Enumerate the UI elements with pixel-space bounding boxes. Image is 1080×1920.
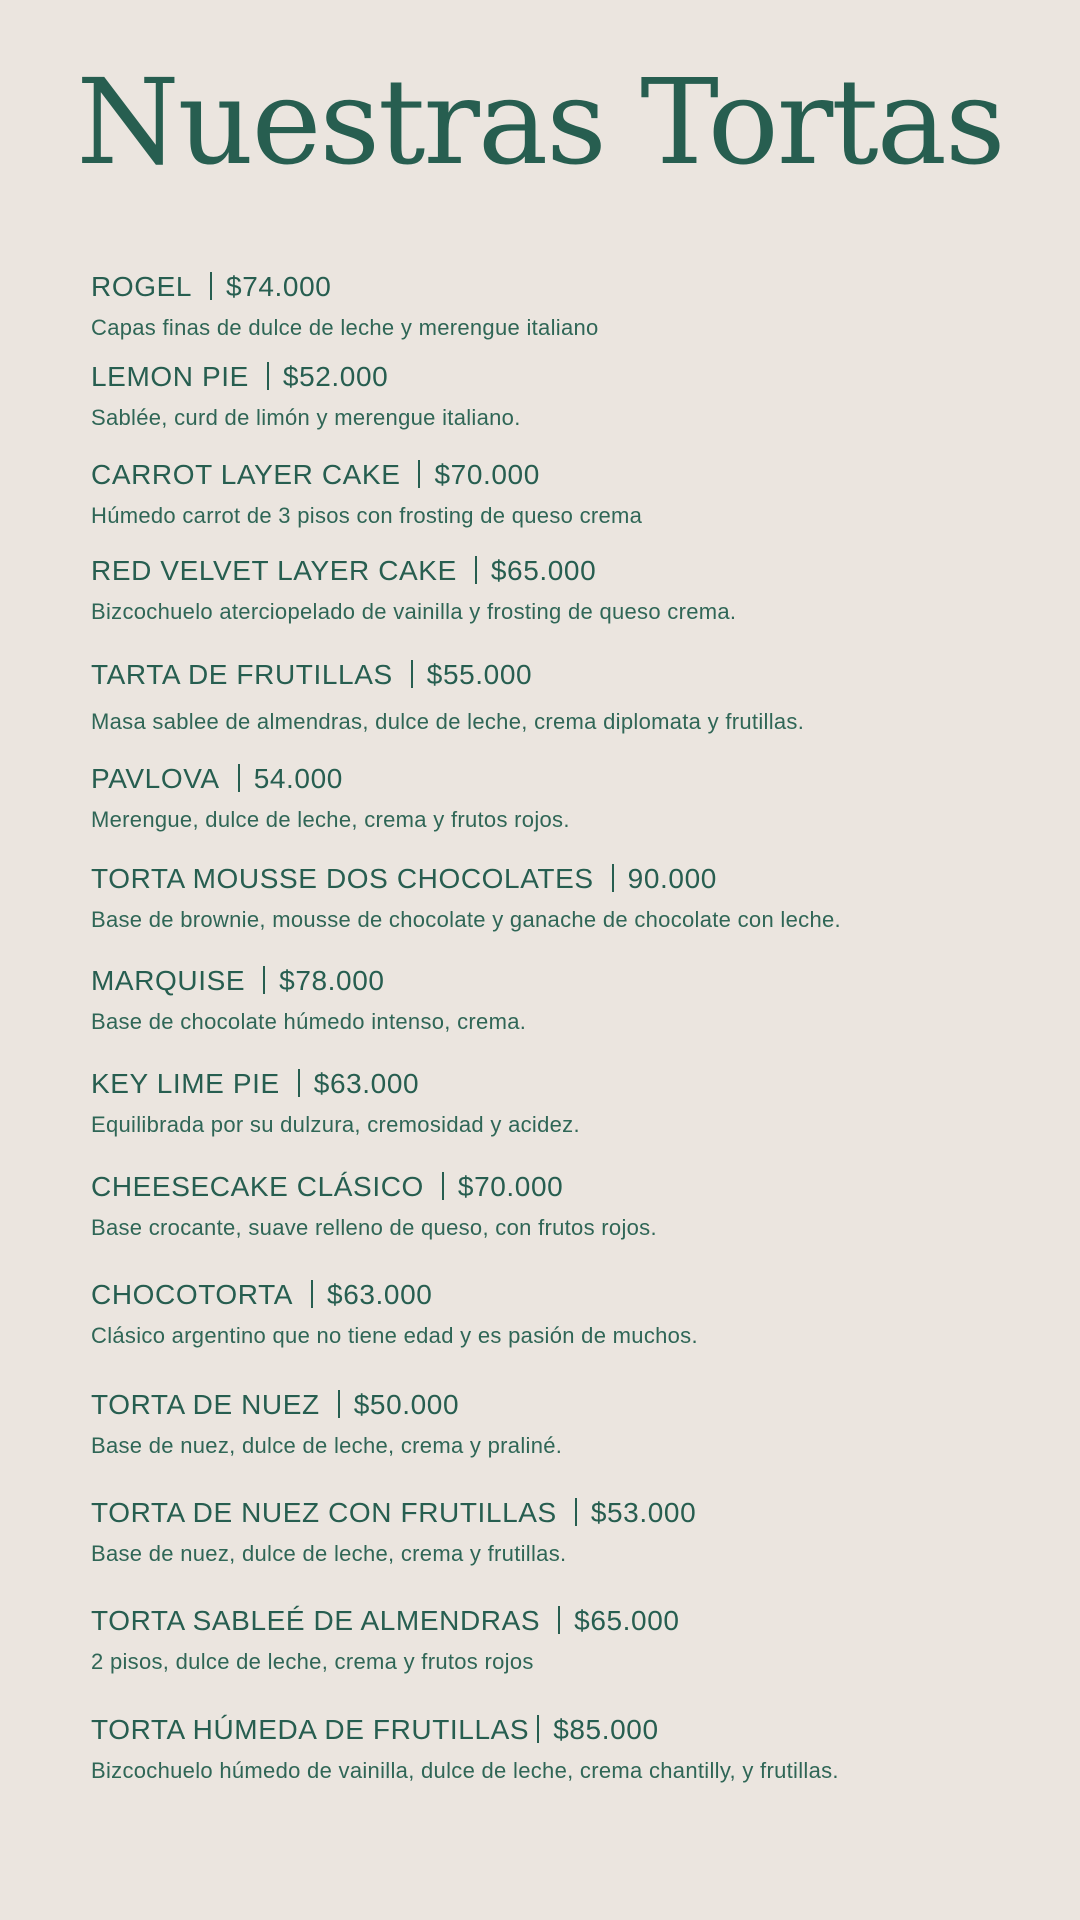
menu-item-carrot-layer-cake [91,458,1051,530]
menu-item-description: Base de chocolate húmedo intenso, crema. [91,1009,527,1034]
menu-item-description: Bizcochuelo aterciopelado de vainilla y frosting de queso crema. [91,599,737,624]
menu-item-name: KEY LIME PIE [91,1068,280,1099]
menu-item-header [91,1067,1051,1101]
menu-item-description: Base de nuez, dulce de leche, crema y praliné. [91,1433,563,1458]
menu-item-header [91,1604,1051,1638]
menu-item-description: 2 pisos, dulce de leche, crema y frutos rojos [91,1649,534,1674]
menu-item-description: Equilibrada por su dulzura, cremosidad y acidez. [91,1112,580,1137]
separator [442,1172,444,1200]
menu-item-description: Húmedo carrot de 3 pisos con frosting de queso crema [91,503,643,528]
menu-item-price: $70.000 [457,1171,564,1202]
menu-item-header [91,1496,1051,1530]
separator [537,1715,539,1743]
menu-item-header [91,658,1051,692]
menu-item-torta-sablee [91,1604,1051,1676]
menu-item-description: Base de nuez, dulce de leche, crema y frutillas. [91,1541,567,1566]
separator [575,1498,577,1526]
menu-item-name: MARQUISE [91,965,246,996]
menu-item-description: Masa sablee de almendras, dulce de leche, crema diplomata y frutillas. [91,709,805,734]
separator [210,272,212,300]
menu-item-name: TORTA DE NUEZ CON FRUTILLAS [91,1497,557,1528]
menu-item-key-lime-pie [91,1067,1051,1139]
menu-item-name: RED VELVET LAYER CAKE [91,555,457,586]
menu-item-header [91,862,1051,896]
menu-item-description: Sablée, curd de limón y merengue italiano. [91,405,521,430]
separator [298,1069,300,1097]
menu-item-marquise [91,964,1051,1036]
menu-item-lemon-pie [91,360,1051,432]
menu-item-name: TARTA DE FRUTILLAS [91,659,393,690]
menu-item-price: $50.000 [353,1389,460,1420]
menu-item-price: $55.000 [426,659,533,690]
menu-item-price: 54.000 [253,763,343,794]
menu-item-name: ROGEL [91,271,193,302]
menu-item-price: $63.000 [313,1068,420,1099]
menu-item-tarta-de-frutillas [91,658,1051,736]
separator [338,1390,340,1418]
menu-item-name: CHEESECAKE CLÁSICO [91,1171,424,1202]
menu-item-torta-humeda [91,1713,1051,1785]
menu-item-name: TORTA SABLEÉ DE ALMENDRAS [91,1605,541,1636]
menu-item-price: 90.000 [627,863,717,894]
menu-item-price: $65.000 [490,555,597,586]
menu-item-header [91,1278,1051,1312]
separator [612,864,614,892]
menu-item-name: TORTA DE NUEZ [91,1389,320,1420]
separator [311,1280,313,1308]
menu-item-name: TORTA HÚMEDA DE FRUTILLAS [91,1714,530,1745]
menu-item-header [91,360,1051,394]
menu-item-pavlova [91,762,1051,834]
menu-item-description: Capas finas de dulce de leche y merengue italiano [91,315,599,340]
menu-item-red-velvet [91,554,1051,626]
separator [238,764,240,792]
menu-item-header [91,1388,1051,1422]
separator [411,660,413,688]
menu-item-header [91,458,1051,492]
separator [475,556,477,584]
separator [263,966,265,994]
menu-item-header [91,1713,1051,1747]
menu-item-header [91,270,1051,304]
menu-item-torta-mousse [91,862,1051,934]
menu-item-price: $53.000 [590,1497,697,1528]
menu-item-description: Base crocante, suave relleno de queso, con frutos rojos. [91,1215,657,1240]
menu-item-rogel [91,270,1051,342]
menu-item-name: TORTA MOUSSE DOS CHOCOLATES [91,863,594,894]
menu-item-header [91,554,1051,588]
separator [558,1606,560,1634]
menu-item-header [91,1170,1051,1204]
menu-item-price: $52.000 [282,361,389,392]
menu-item-description: Base de brownie, mousse de chocolate y ganache de chocolate con leche. [91,907,841,932]
menu-item-price: $65.000 [574,1605,680,1636]
menu-item-name: CHOCOTORTA [91,1279,294,1310]
menu-item-chocotorta [91,1278,1051,1350]
menu-item-name: LEMON PIE [91,361,249,392]
menu-item-price: $63.000 [327,1279,433,1310]
menu-item-torta-de-nuez-con-frutillas [91,1496,1051,1568]
separator [267,362,269,390]
menu-item-torta-de-nuez [91,1388,1051,1460]
menu-item-header [91,762,1051,796]
menu-item-price: $78.000 [279,965,385,996]
menu-item-header [91,964,1051,998]
menu-item-price: $74.000 [226,271,332,302]
menu-item-description: Merengue, dulce de leche, crema y frutos rojos. [91,807,570,832]
menu-item-description: Clásico argentino que no tiene edad y es pasión de muchos. [91,1323,698,1348]
separator [418,460,420,488]
page-title: Nuestras Tortas [76,53,1004,191]
menu-item-name: PAVLOVA [91,763,220,794]
menu-item-name: CARROT LAYER CAKE [91,459,401,490]
menu-item-price: $85.000 [553,1714,659,1745]
menu-item-description: Bizcochuelo húmedo de vainilla, dulce de leche, crema chantilly, y frutillas. [91,1758,839,1783]
menu-item-price: $70.000 [434,459,540,490]
menu-item-cheesecake [91,1170,1051,1242]
